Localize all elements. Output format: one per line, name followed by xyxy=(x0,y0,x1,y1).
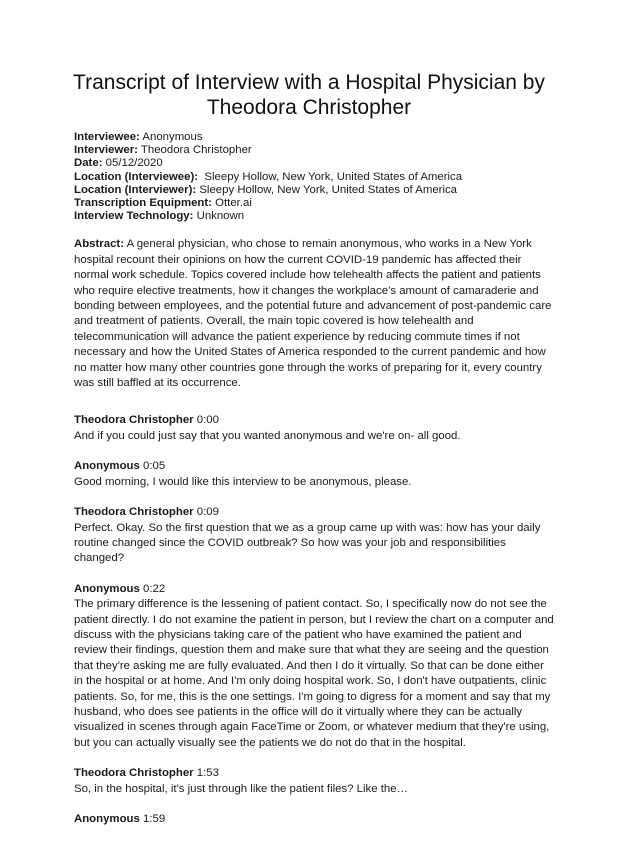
meta-location-interviewer xyxy=(74,184,554,197)
meta-value: Sleepy Hollow, New York, United States of America xyxy=(204,170,463,183)
timestamp: 0:22 xyxy=(143,582,166,595)
meta-value: Sleepy Hollow, New York, United States of America xyxy=(199,183,458,196)
meta-transcription-equipment xyxy=(74,197,554,210)
meta-interview-technology xyxy=(74,210,554,223)
meta-interviewee xyxy=(74,131,554,144)
meta-value: Unknown xyxy=(196,210,245,223)
timestamp: 0:05 xyxy=(143,460,166,473)
abstract-label: Abstract: xyxy=(74,238,125,251)
transcript-turn xyxy=(74,812,554,827)
turn-text: And if you could just say that you wanted anonymous and we're on- all good. xyxy=(74,429,461,442)
meta-label: Location (Interviewee): xyxy=(74,170,199,183)
meta-value: Otter.ai xyxy=(215,197,252,210)
meta-label: Interview Technology: xyxy=(74,210,194,223)
turn-text: Good morning, I would like this interview to be anonymous, please. xyxy=(74,475,412,488)
transcript-turn xyxy=(74,766,554,797)
meta-label: Interviewee: xyxy=(74,131,140,143)
timestamp: 1:53 xyxy=(196,767,219,780)
meta-value: Anonymous xyxy=(142,131,203,143)
turn-text: So, in the hospital, it's just through like the patient files? Like the… xyxy=(74,782,408,795)
metadata-block xyxy=(74,131,554,223)
speaker-name: Theodora Christopher xyxy=(74,767,194,780)
transcript-turn xyxy=(74,582,554,751)
transcript-turn xyxy=(74,505,554,567)
document-page xyxy=(74,70,554,842)
meta-value: Theodora Christopher xyxy=(140,144,252,157)
transcript-turn xyxy=(74,413,554,444)
abstract xyxy=(74,237,554,391)
turn-text: Perfect. Okay. So the first question that we as a group came up with was: how has your daily routine changed since the COVID outbreak? So how was your job and responsibilities changed? xyxy=(74,521,541,565)
turn-text: The primary difference is the lessening of patient contact. So, I specifically now do not see the patient directly. I do not examine the patient in person, but I review the chart on a computer and discuss with the physicians taking care of the patient who have examined the patient and review their findings, question them and make sure that what they are seeing and the question that they're asking me are fully evaluated. And then I do it virtually. So that can be done either in the hospital or at home. And I'm only doing hospital work. So, I don't have outpatients, clinic patients. So, for me, this is the one settings. I'm going to digress for a moment and say that my husband, who does see patients in the office will do it virtually where they can be actually visualized in scenes through again FaceTime or Zoom, or whatever medium that they're using, but you can actually visually see the patients we do not do that in the hospital. xyxy=(74,598,554,749)
meta-label: Location (Interviewer): xyxy=(74,183,197,196)
timestamp: 0:00 xyxy=(196,414,219,427)
transcript xyxy=(74,413,554,827)
speaker-name: Anonymous xyxy=(74,813,140,826)
meta-interviewer xyxy=(74,144,554,157)
speaker-name: Anonymous xyxy=(74,582,140,595)
speaker-name: Anonymous xyxy=(74,460,140,473)
timestamp: 1:59 xyxy=(143,813,166,826)
speaker-name: Theodora Christopher xyxy=(74,506,194,519)
meta-value: 05/12/2020 xyxy=(105,157,163,170)
timestamp: 0:09 xyxy=(196,506,219,519)
meta-date xyxy=(74,157,554,170)
meta-location-interviewee xyxy=(74,171,554,184)
speaker-name: Theodora Christopher xyxy=(74,414,194,427)
transcript-turn xyxy=(74,459,554,490)
abstract-text: A general physician, who chose to remain anonymous, who works in a New York hospital recount their opinions on how the current COVID-19 pandemic has affected their normal work schedule. Topics covered include how telehealth affects the patient and patients who require elective treatments, how it changes the workplace’s amount of camaraderie and bonding between employees, and the potential future and advancement of post-pandemic care and treatment of patients. Overall, the main topic covered is how telehealth and telecommunication will advance the patient experience by reducing commute times if not necessary and how the United States of America responded to the current pandemic and how no matter how many other countries gone through the works of preparing for it, every country was still baffled at its occurrence. xyxy=(74,238,552,390)
meta-label: Transcription Equipment: xyxy=(74,197,212,210)
meta-label: Date: xyxy=(74,157,103,170)
meta-label: Interviewer: xyxy=(74,144,138,157)
document-title: Transcript of Interview with a Hospital Physician by Theodora Christopher xyxy=(73,71,545,119)
